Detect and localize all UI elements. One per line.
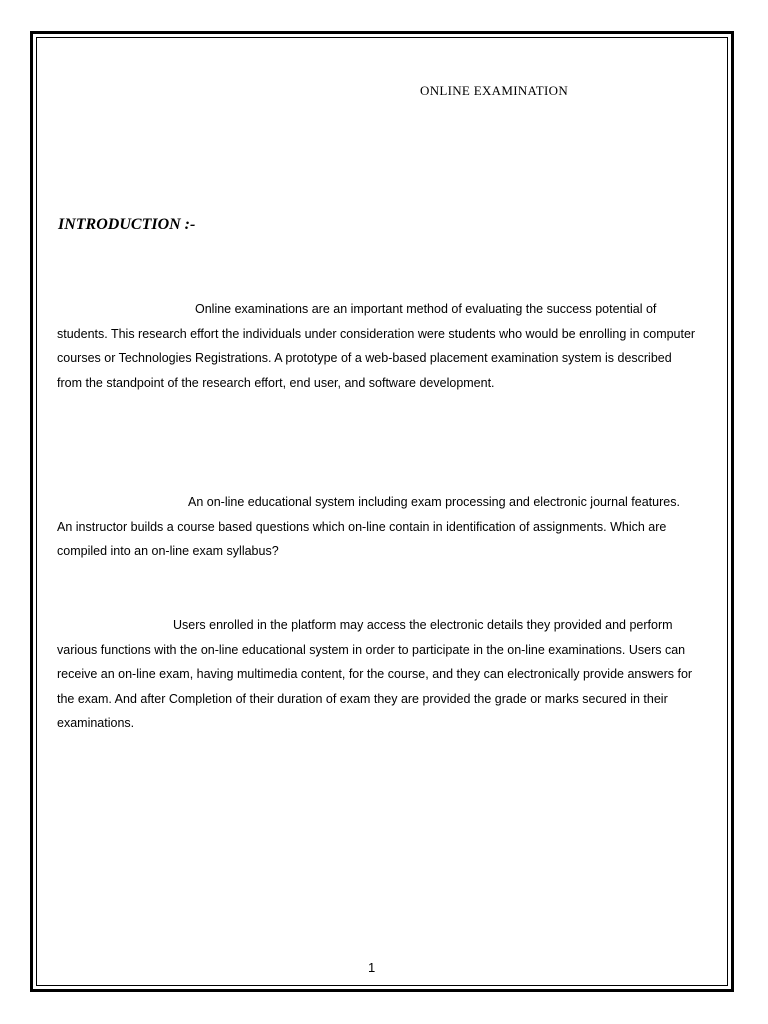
paragraph-2: An on-line educational system including exam processing and electronic journal features. An instructor builds a course based questions which on-line contain in identification of assignments. Which are compiled into an on-line exam syllabus? bbox=[57, 495, 680, 558]
document-title: ONLINE EXAMINATION bbox=[420, 83, 569, 98]
page-number: 1 bbox=[368, 960, 376, 975]
section-heading: INTRODUCTION :- bbox=[58, 216, 196, 233]
paragraph-1: Online examinations are an important method of evaluating the success potential of students. This research effort the individuals under consideration were students who would be enrolling in computer courses or Technologies Registrations. A prototype of a web-based placement examination system is described from the standpoint of the research effort, end user, and software development. bbox=[57, 302, 696, 390]
paragraph-3: Users enrolled in the platform may access the electronic details they provided and perform various functions with the on-line educational system in order to participate in the on-line examinations. Users can receive an on-line exam, having multimedia content, for the course, and they can electronically provide answers for the exam. And after Completion of their duration of exam they are provided the grade or marks secured in their examinations. bbox=[57, 618, 693, 730]
